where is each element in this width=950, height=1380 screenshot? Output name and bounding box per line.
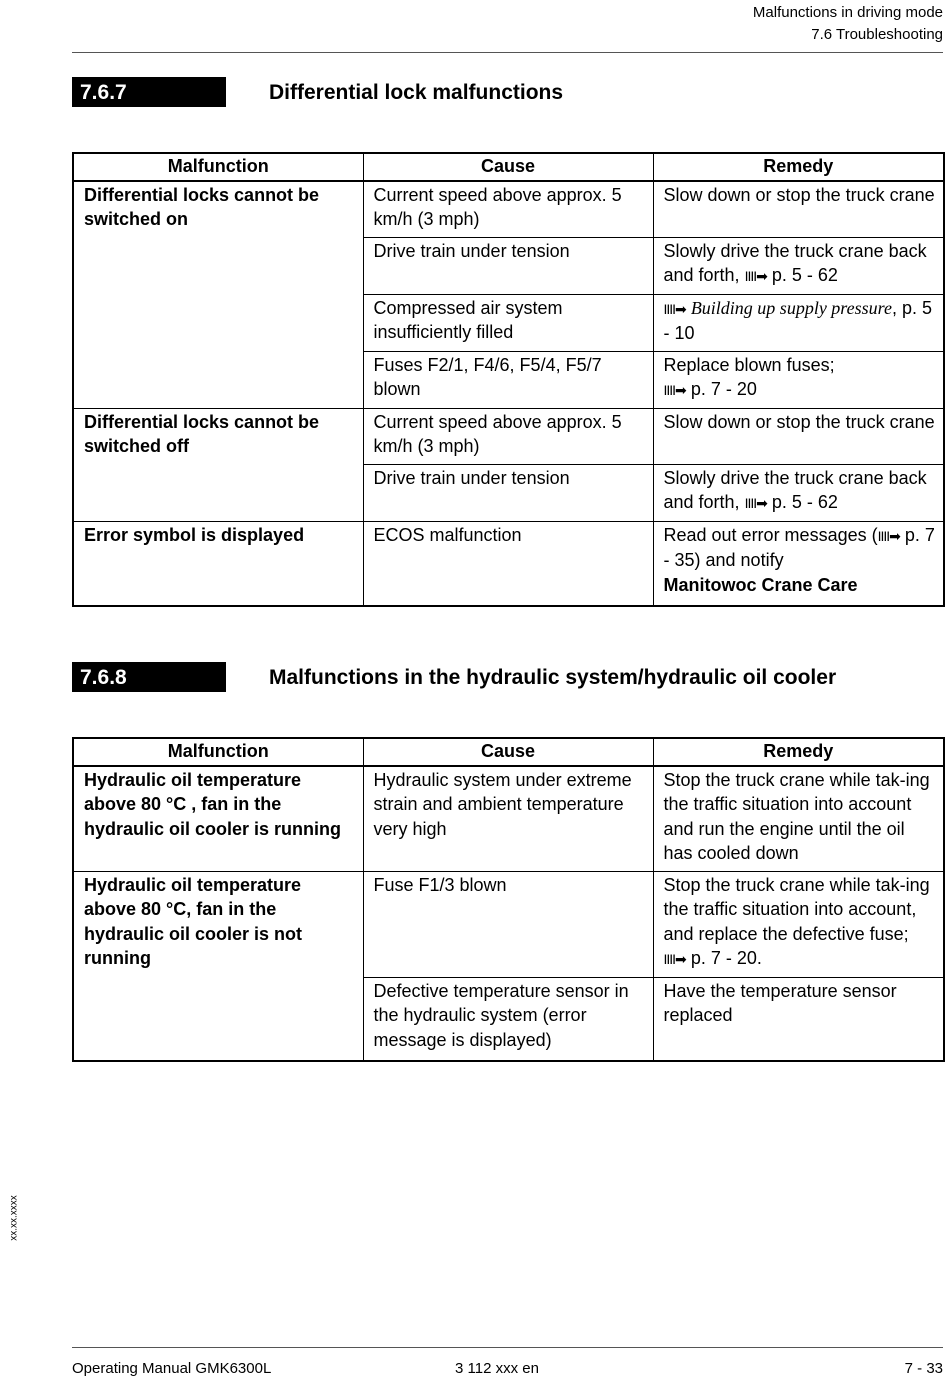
remedy-contact: Manitowoc Crane Care xyxy=(663,574,858,595)
page-reference: p. 7 - 20. xyxy=(690,948,762,968)
header-rule xyxy=(72,52,943,53)
section-title: Malfunctions in the hydraulic system/hydraulic oil cooler xyxy=(269,666,837,689)
remedy-cell: Stop the truck crane while tak-ing the traffic situation into account and run the engine until the oil has cooled down xyxy=(653,766,944,872)
remedy-text: Slowly drive the truck crane back and forth, xyxy=(663,240,927,285)
running-header xyxy=(753,2,943,46)
cause-cell: Hydraulic system under extreme strain and ambient temperature very high xyxy=(363,766,653,872)
remedy-cell xyxy=(653,521,944,606)
remedy-cell xyxy=(653,237,944,294)
column-header-remedy: Remedy xyxy=(653,153,944,181)
remedy-cell xyxy=(653,871,944,977)
malfunction-cell: Differential locks cannot be switched off xyxy=(73,408,363,521)
running-header-section: 7.6 Troubleshooting xyxy=(811,26,943,43)
remedy-text: Read out error messages ( xyxy=(663,524,878,545)
remedy-text: Stop the truck crane while tak-ing the traffic situation into account, and replace the defective fuse; xyxy=(663,874,930,944)
page-reference: p. 5 - 62 xyxy=(771,265,838,285)
table-row xyxy=(73,181,944,238)
footer-document-number: 3 112 xxx en xyxy=(455,1360,539,1377)
cross-reference-title: Building up supply pressure xyxy=(690,297,892,318)
column-header-malfunction: Malfunction xyxy=(73,738,363,766)
malfunction-cell: Hydraulic oil temperature above 80 °C, fan in the hydraulic oil cooler is not running xyxy=(73,871,363,1061)
remedy-cell xyxy=(653,294,944,351)
table-row xyxy=(73,871,944,977)
table-row xyxy=(73,766,944,872)
remedy-cell xyxy=(653,351,944,408)
cause-cell: Current speed above approx. 5 km/h (3 mph) xyxy=(363,181,653,238)
section-number: 7.6.8 xyxy=(72,662,226,692)
hydraulic-system-table xyxy=(72,737,945,1062)
footer-manual-title: Operating Manual GMK6300L xyxy=(72,1360,272,1377)
page-reference-arrow-icon: IIII➡ xyxy=(663,382,686,398)
column-header-cause: Cause xyxy=(363,153,653,181)
malfunction-cell: Hydraulic oil temperature above 80 °C , fan in the hydraulic oil cooler is running xyxy=(73,766,363,872)
cause-cell: Compressed air system insufficiently filled xyxy=(363,294,653,351)
column-header-remedy: Remedy xyxy=(653,738,944,766)
column-header-malfunction: Malfunction xyxy=(73,153,363,181)
cause-cell: Current speed above approx. 5 km/h (3 mph) xyxy=(363,408,653,464)
table-row xyxy=(73,521,944,606)
footer-rule xyxy=(72,1347,943,1348)
remedy-text: Slowly drive the truck crane back and forth, xyxy=(663,467,927,512)
cause-cell: Fuse F1/3 blown xyxy=(363,871,653,977)
remedy-cell: Slow down or stop the truck crane xyxy=(653,181,944,238)
remedy-cell: Have the temperature sensor replaced xyxy=(653,977,944,1061)
page-reference-arrow-icon: IIII➡ xyxy=(663,300,686,317)
page-reference: p. 5 - 62 xyxy=(771,492,838,512)
remedy-cell xyxy=(653,464,944,521)
column-header-cause: Cause xyxy=(363,738,653,766)
cause-cell: Fuses F2/1, F4/6, F5/4, F5/7 blown xyxy=(363,351,653,408)
page-reference: p. 7 - 35) and notify xyxy=(663,524,935,570)
malfunction-cell: Error symbol is displayed xyxy=(73,521,363,606)
cause-cell: Defective temperature sensor in the hydraulic system (error message is displayed) xyxy=(363,977,653,1061)
malfunction-cell: Differential locks cannot be switched on xyxy=(73,181,363,409)
cause-cell: Drive train under tension xyxy=(363,464,653,521)
table-header-row xyxy=(73,153,944,181)
section-heading-767 xyxy=(72,77,942,107)
page-reference: , p. 5 - 10 xyxy=(663,297,932,343)
cause-cell: ECOS malfunction xyxy=(363,521,653,606)
page-reference-arrow-icon: IIII➡ xyxy=(744,495,767,511)
page-number: 7 - 33 xyxy=(904,1360,943,1377)
table-row xyxy=(73,408,944,464)
section-title: Differential lock malfunctions xyxy=(269,81,564,104)
page-reference-arrow-icon: IIII➡ xyxy=(744,268,767,284)
page-reference-arrow-icon: IIII➡ xyxy=(877,527,900,544)
section-heading-768 xyxy=(72,662,942,692)
section-number: 7.6.7 xyxy=(72,77,226,107)
running-header-chapter: Malfunctions in driving mode xyxy=(752,4,943,21)
differential-lock-table xyxy=(72,152,945,607)
page-reference-arrow-icon: IIII➡ xyxy=(663,951,686,967)
document-code: xx.xx.xxxx xyxy=(8,1195,20,1241)
cause-cell: Drive train under tension xyxy=(363,237,653,294)
page-reference: p. 7 - 20 xyxy=(690,379,757,399)
table-header-row xyxy=(73,738,944,766)
remedy-cell: Slow down or stop the truck crane xyxy=(653,408,944,464)
remedy-text: Replace blown fuses; xyxy=(663,354,835,375)
